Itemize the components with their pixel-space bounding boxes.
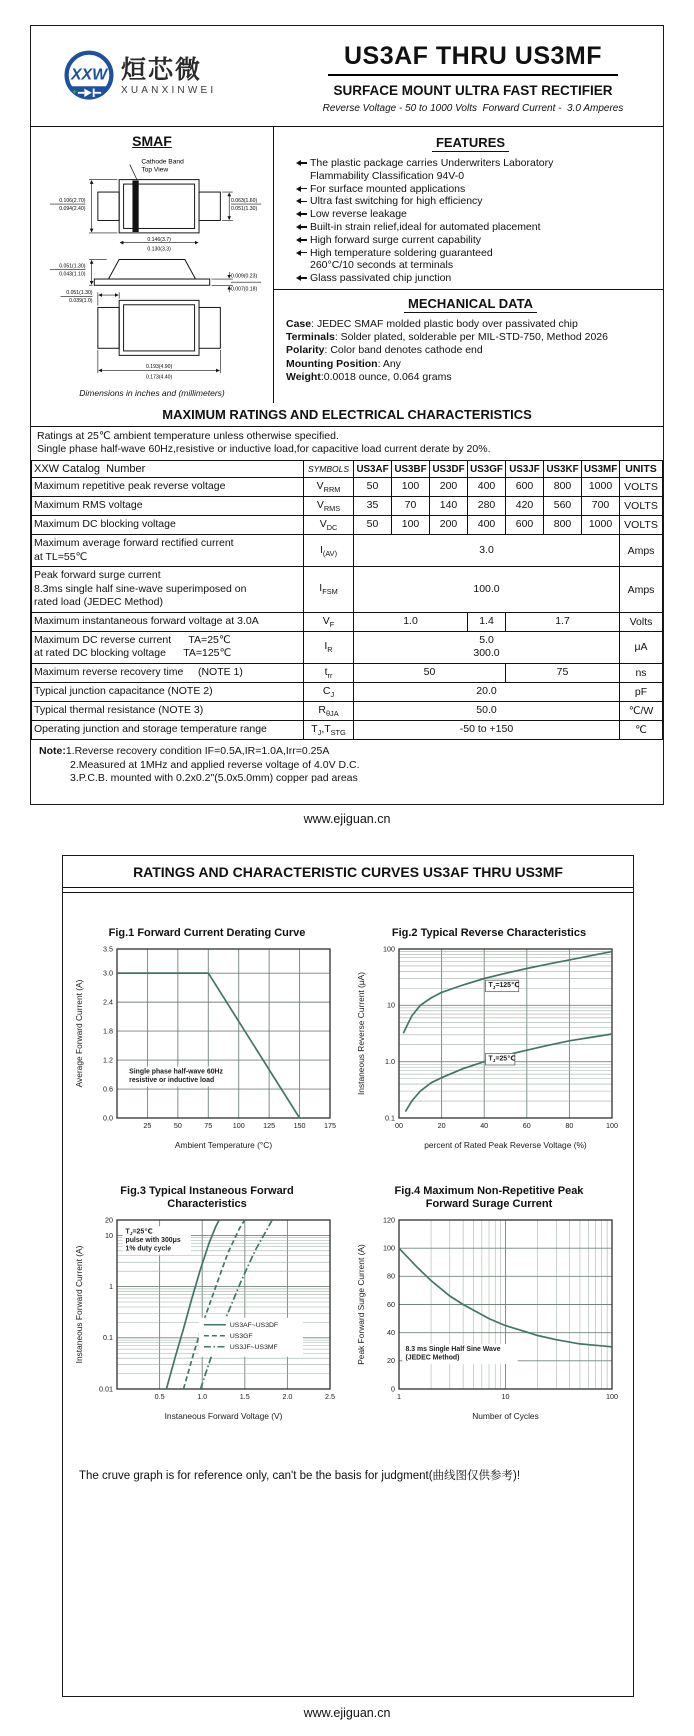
mechanical-data-item: Terminals: Solder plated, solderable per MIL-STD-750, Method 2026 bbox=[286, 331, 608, 344]
ratings-conditions bbox=[31, 427, 663, 459]
svg-text:2.4: 2.4 bbox=[103, 997, 113, 1007]
value-cell: 70 bbox=[392, 497, 430, 516]
value-cell: 75 bbox=[506, 663, 620, 682]
features-section bbox=[274, 127, 663, 290]
svg-text:100: 100 bbox=[606, 1392, 618, 1401]
svg-text:1.8: 1.8 bbox=[103, 1026, 113, 1036]
unit-cell: Volts bbox=[620, 612, 663, 631]
svg-text:3.0: 3.0 bbox=[103, 968, 113, 978]
dim-g-top: 0.193(4.90) bbox=[145, 363, 173, 370]
chart-canvas bbox=[71, 942, 343, 1154]
table-row bbox=[32, 612, 663, 631]
svg-text:100: 100 bbox=[606, 1121, 618, 1130]
mechanical-data-title: MECHANICAL DATA bbox=[404, 296, 537, 313]
value-cell: 420 bbox=[506, 497, 544, 516]
condition-line: Single phase half-wave 60Hz,resistive or inductive load,for capacitive load current derate by 20%. bbox=[37, 443, 491, 455]
svg-text:50: 50 bbox=[173, 1121, 182, 1130]
symbol-cell: $V_{RMS}$ bbox=[304, 497, 354, 516]
dim-b-top: 0.063(1.60) bbox=[230, 197, 258, 204]
value-cell: 800 bbox=[544, 516, 582, 535]
svg-text:80: 80 bbox=[387, 1271, 395, 1281]
svg-text:20: 20 bbox=[437, 1121, 446, 1130]
dim-c-bottom: 0.130(3.3) bbox=[147, 246, 171, 253]
svg-text:US3GF: US3GF bbox=[229, 1333, 253, 1341]
dim-d-bottom: 0.043(1.10) bbox=[59, 271, 86, 278]
arrow-bullet-icon bbox=[296, 250, 307, 257]
svg-text:0: 0 bbox=[391, 1384, 395, 1394]
table-row bbox=[32, 721, 663, 740]
svg-text:20: 20 bbox=[387, 1356, 395, 1366]
parameter-label: Maximum DC reverse current TA=25℃ at rated DC blocking voltage TA=125℃ bbox=[32, 631, 304, 663]
dimensions-caption: Dimensions in inches and (millimeters) bbox=[79, 388, 225, 398]
svg-text:00: 00 bbox=[395, 1121, 403, 1130]
feature-item: Glass passivated chip junction bbox=[296, 272, 655, 285]
mechanical-data-section bbox=[274, 290, 663, 403]
features-title: FEATURES bbox=[432, 135, 509, 152]
mechanical-data-item: Polarity: Color band denotes cathode end bbox=[286, 344, 483, 357]
svg-text:8.3 ms Single Half Sine Wave: 8.3 ms Single Half Sine Wave bbox=[405, 1345, 501, 1353]
svg-text:125: 125 bbox=[263, 1121, 276, 1130]
value-cell: 1000 bbox=[582, 478, 620, 497]
units-header: UNITS bbox=[620, 461, 663, 478]
svg-text:Instaneous Forward Voltage (V): Instaneous Forward Voltage (V) bbox=[164, 1411, 283, 1421]
svg-text:Peak Forward Surge Current (A): Peak Forward Surge Current (A) bbox=[356, 1244, 366, 1365]
svg-text:60: 60 bbox=[387, 1299, 395, 1309]
symbol-cell: $C_J$ bbox=[304, 682, 354, 701]
brand-name-cn: 烜芯微 bbox=[121, 55, 203, 84]
dim-c-top: 0.146(3.7) bbox=[147, 236, 171, 243]
dim-g-bottom: 0.173(4.40) bbox=[145, 374, 173, 381]
mechanical-data-item: Case: JEDEC SMAF molded plastic body over passivated chip bbox=[286, 317, 578, 330]
cathode-band-label: Cathode Band bbox=[141, 158, 184, 166]
series-US3JF~US3MF bbox=[201, 1220, 273, 1389]
sparkle-icon: ✦ bbox=[71, 87, 78, 97]
value-cell: 400 bbox=[468, 478, 506, 497]
mechanical-data-item: Mounting Position: Any bbox=[286, 357, 401, 370]
curves-banner: RATINGS AND CHARACTERISTIC CURVES US3AF THRU US3MF bbox=[63, 856, 633, 888]
symbol-cell: $V_F$ bbox=[304, 612, 354, 631]
svg-text:80: 80 bbox=[565, 1121, 574, 1130]
value-cell: 280 bbox=[468, 497, 506, 516]
table-row bbox=[32, 702, 663, 721]
parameter-label: Maximum RMS voltage bbox=[32, 497, 304, 516]
cathode-band bbox=[132, 181, 138, 232]
value-cell: 1.0 bbox=[354, 612, 468, 631]
parameter-label: Operating junction and storage temperature range bbox=[32, 721, 304, 740]
part-header: US3AF bbox=[354, 461, 392, 478]
svg-text:20: 20 bbox=[105, 1215, 113, 1225]
unit-cell: pF bbox=[620, 682, 663, 701]
svg-text:10: 10 bbox=[105, 1230, 113, 1240]
page-subtitle: SURFACE MOUNT ULTRA FAST RECTIFIER bbox=[333, 83, 613, 98]
chart-canvas bbox=[353, 1213, 625, 1425]
note-line: 3.P.C.B. mounted with 0.2x0.2"(5.0x5.0mm) copper pad areas bbox=[70, 772, 358, 785]
svg-text:US3AF~US3DF: US3AF~US3DF bbox=[229, 1322, 279, 1330]
package-outline-drawing bbox=[41, 153, 263, 382]
svg-text:TJ=25℃: $T_J=25℃$ bbox=[125, 1228, 153, 1237]
package-name: SMAF bbox=[132, 133, 172, 149]
value-cell: 200 bbox=[430, 516, 468, 535]
table-header-row bbox=[32, 461, 663, 478]
dim-e-bottom: 0.007(0.18) bbox=[230, 286, 258, 293]
svg-text:1: 1 bbox=[397, 1392, 401, 1401]
dim-b-bottom: 0.051(1.30) bbox=[230, 205, 258, 212]
symbol-cell: $V_{DC}$ bbox=[304, 516, 354, 535]
dim-d-top: 0.051(1.30) bbox=[59, 263, 86, 270]
svg-text:Instaneous Reverse Current (μA: Instaneous Reverse Current (μA) bbox=[356, 971, 366, 1096]
footer-url: www.ejiguan.cn bbox=[303, 812, 391, 826]
feature-item: Ultra fast switching for high efficiency bbox=[296, 195, 655, 208]
symbol-cell: $R_{\theta JA}$ bbox=[304, 702, 354, 721]
svg-text:100: 100 bbox=[383, 944, 395, 954]
logo-icon bbox=[61, 48, 117, 104]
notes-section bbox=[31, 740, 663, 791]
parameter-label: Peak forward surge current 8.3ms single half sine-wave superimposed on rated load (JEDEC Method) bbox=[32, 567, 304, 613]
table-row bbox=[32, 663, 663, 682]
ratings-table bbox=[31, 460, 663, 740]
svg-text:100: 100 bbox=[383, 1243, 395, 1253]
dim-e-top: 0.009(0.23) bbox=[230, 273, 258, 280]
feature-item: The plastic package carries Underwriters Laboratory Flammability Classification 94V-0 bbox=[296, 157, 655, 183]
unit-cell: ℃/W bbox=[620, 702, 663, 721]
unit-cell: ℃ bbox=[620, 721, 663, 740]
value-cell: 600 bbox=[506, 516, 544, 535]
value-cell: 400 bbox=[468, 516, 506, 535]
unit-cell: VOLTS bbox=[620, 497, 663, 516]
part-header: US3KF bbox=[544, 461, 582, 478]
svg-text:100: 100 bbox=[232, 1121, 245, 1130]
symbol-cell: $T_J,T_{STG}$ bbox=[304, 721, 354, 740]
svg-text:percent of Rated Peak Reverse: percent of Rated Peak Reverse Voltage (%) bbox=[424, 1140, 587, 1150]
value-cell: 3.0 bbox=[354, 535, 620, 567]
value-cell: 5.0 300.0 bbox=[354, 631, 620, 663]
feature-item: Built-in strain relief,ideal for automated placement bbox=[296, 221, 655, 234]
reference-disclaimer: The cruve graph is for reference only, can't be the basis for judgment(曲线图仅供参考)! bbox=[79, 1470, 521, 1482]
mechanical-data-lines bbox=[286, 318, 655, 384]
fig4-peak-forward-surge-current-chart bbox=[349, 1184, 629, 1425]
svg-text:1.2: 1.2 bbox=[103, 1055, 113, 1065]
svg-text:TJ=125℃: $T_J=125℃$ bbox=[488, 982, 520, 991]
svg-text:0.5: 0.5 bbox=[154, 1392, 165, 1401]
ratings-rows bbox=[32, 478, 663, 740]
table-row bbox=[32, 516, 663, 535]
value-cell: 560 bbox=[544, 497, 582, 516]
unit-cell: ns bbox=[620, 663, 663, 682]
value-cell: 50 bbox=[354, 516, 392, 535]
svg-text:3.5: 3.5 bbox=[103, 944, 113, 954]
svg-text:75: 75 bbox=[204, 1121, 213, 1130]
table-row bbox=[32, 631, 663, 663]
condition-line: Ratings at 25℃ ambient temperature unless otherwise specified. bbox=[37, 430, 339, 442]
symbol-cell: $I_{(AV)}$ bbox=[304, 535, 354, 567]
svg-text:40: 40 bbox=[387, 1328, 395, 1338]
feature-item: High temperature soldering guaranteed 260°C/10 seconds at terminals bbox=[296, 247, 655, 273]
value-cell: 1000 bbox=[582, 516, 620, 535]
parameter-label: Maximum instantaneous forward voltage at 3.0A bbox=[32, 612, 304, 631]
svg-text:2.5: 2.5 bbox=[325, 1392, 335, 1401]
unit-cell: VOLTS bbox=[620, 516, 663, 535]
mechanical-data-item: Weight:0.0018 ounce, 0.064 grams bbox=[286, 370, 452, 383]
svg-text:10: 10 bbox=[387, 1000, 395, 1010]
svg-text:25: 25 bbox=[143, 1121, 152, 1130]
value-cell: -50 to +150 bbox=[354, 721, 620, 740]
svg-text:40: 40 bbox=[480, 1121, 489, 1130]
chart-title: Fig.1 Forward Current Derating Curve bbox=[108, 927, 306, 939]
parameter-label: Typical thermal resistance (NOTE 3) bbox=[32, 702, 304, 721]
note-line: Note:1.Reverse recovery condition IF=0.5A,IR=1.0A,Irr=0.25A bbox=[39, 745, 330, 758]
arrow-bullet-icon bbox=[296, 198, 307, 205]
svg-text:1% duty cycle: 1% duty cycle bbox=[125, 1245, 172, 1253]
svg-text:0.01: 0.01 bbox=[99, 1384, 113, 1394]
note-line: 2.Measured at 1MHz and applied reverse voltage of 4.0V D.C. bbox=[70, 758, 360, 771]
svg-text:TJ=25℃: $T_J=25℃$ bbox=[488, 1055, 516, 1065]
svg-text:150: 150 bbox=[293, 1121, 306, 1130]
svg-text:1: 1 bbox=[109, 1282, 113, 1292]
series-T_J_=125℃ bbox=[403, 952, 612, 1034]
value-cell: 700 bbox=[582, 497, 620, 516]
page-title: US3AF THRU US3MF bbox=[328, 42, 618, 76]
symbols-header: SYMBOLS bbox=[304, 461, 354, 478]
unit-cell: Amps bbox=[620, 535, 663, 567]
parameter-label: Maximum DC blocking voltage bbox=[32, 516, 304, 535]
unit-cell: Amps bbox=[620, 567, 663, 613]
value-cell: 800 bbox=[544, 478, 582, 497]
svg-text:Instaneous Forward Current (A): Instaneous Forward Current (A) bbox=[74, 1245, 84, 1364]
table-row bbox=[32, 567, 663, 613]
features-list bbox=[286, 157, 655, 285]
table-row bbox=[32, 535, 663, 567]
value-cell: 200 bbox=[430, 478, 468, 497]
part-header: US3GF bbox=[468, 461, 506, 478]
svg-text:US3JF~US3MF: US3JF~US3MF bbox=[229, 1344, 278, 1352]
page-2 bbox=[62, 855, 634, 1697]
svg-text:1.5: 1.5 bbox=[239, 1392, 250, 1401]
arrow-bullet-icon bbox=[296, 275, 307, 282]
svg-text:XXW: XXW bbox=[70, 66, 108, 84]
unit-cell: VOLTS bbox=[620, 478, 663, 497]
value-cell: 140 bbox=[430, 497, 468, 516]
value-cell: 50 bbox=[354, 478, 392, 497]
unit-cell: μA bbox=[620, 631, 663, 663]
fig1-forward-current-derating-chart bbox=[67, 913, 347, 1154]
symbol-cell: $V_{RRM}$ bbox=[304, 478, 354, 497]
brand-name-en: XUANXINWEI bbox=[121, 84, 217, 96]
svg-text:pulse with 300μs: pulse with 300μs bbox=[125, 1236, 181, 1244]
part-header: US3JF bbox=[506, 461, 544, 478]
rating-tagline: Reverse Voltage - 50 to 1000 Volts Forward Current - 3.0 Amperes bbox=[322, 103, 624, 114]
symbol-cell: $I_R$ bbox=[304, 631, 354, 663]
fig2-typical-reverse-characteristics-chart bbox=[349, 913, 629, 1154]
value-cell: 1.4 bbox=[468, 612, 506, 631]
svg-text:60: 60 bbox=[522, 1121, 531, 1130]
feature-item: High forward surge current capability bbox=[296, 234, 655, 247]
fig3-instaneous-forward-characteristics-chart bbox=[67, 1184, 347, 1425]
part-header: US3MF bbox=[582, 461, 620, 478]
arrow-bullet-icon bbox=[296, 237, 307, 244]
value-cell: 35 bbox=[354, 497, 392, 516]
part-header: US3BF bbox=[392, 461, 430, 478]
svg-text:(JEDEC Method): (JEDEC Method) bbox=[405, 1354, 460, 1362]
svg-text:1.0: 1.0 bbox=[197, 1392, 208, 1401]
svg-text:Ambient Temperature (°C): Ambient Temperature (°C) bbox=[174, 1140, 273, 1150]
value-cell: 1.7 bbox=[506, 612, 620, 631]
table-row bbox=[32, 497, 663, 516]
symbol-cell: $I_{FSM}$ bbox=[304, 567, 354, 613]
series-T_J_=25℃ bbox=[405, 1034, 612, 1112]
part-header: US3DF bbox=[430, 461, 468, 478]
svg-text:resistive or inductive load: resistive or inductive load bbox=[129, 1077, 215, 1085]
parameter-label: Maximum average forward rectified current at TL=55℃ bbox=[32, 535, 304, 567]
svg-text:0.1: 0.1 bbox=[103, 1333, 113, 1343]
value-cell: 100 bbox=[392, 478, 430, 497]
arrow-bullet-icon bbox=[296, 224, 307, 231]
svg-text:2.0: 2.0 bbox=[282, 1392, 293, 1401]
dim-a-top: 0.106(2.70) bbox=[59, 197, 86, 204]
dim-f-top: 0.051(1.30) bbox=[66, 290, 93, 297]
value-cell: 600 bbox=[506, 478, 544, 497]
svg-text:1.0: 1.0 bbox=[385, 1057, 395, 1067]
svg-text:Average Forward Current (A): Average Forward Current (A) bbox=[74, 979, 84, 1088]
svg-text:0.0: 0.0 bbox=[103, 1113, 113, 1123]
svg-text:Single phase half-wave 60Hz: Single phase half-wave 60Hz bbox=[129, 1068, 223, 1076]
svg-text:175: 175 bbox=[324, 1121, 336, 1130]
arrow-bullet-icon bbox=[296, 186, 307, 193]
package-drawing-panel bbox=[31, 127, 274, 403]
catalog-header: XXW Catalog Number bbox=[32, 461, 304, 478]
value-cell: 100 bbox=[392, 516, 430, 535]
chart-title: Fig.2 Typical Reverse Characteristics bbox=[391, 927, 587, 939]
page-1 bbox=[30, 25, 664, 805]
dim-a-bottom: 0.094(2.40) bbox=[59, 205, 86, 212]
arrow-bullet-icon bbox=[296, 211, 307, 218]
svg-text:Number of Cycles: Number of Cycles bbox=[472, 1411, 539, 1421]
series-US3GF bbox=[184, 1220, 245, 1389]
value-cell: 50.0 bbox=[354, 702, 620, 721]
ratings-banner: MAXIMUM RATINGS AND ELECTRICAL CHARACTERISTICS bbox=[31, 403, 663, 427]
value-cell: 20.0 bbox=[354, 682, 620, 701]
feature-item: Low reverse leakage bbox=[296, 208, 655, 221]
chart-canvas bbox=[353, 942, 625, 1154]
table-row bbox=[32, 682, 663, 701]
top-view-label: Top View bbox=[141, 166, 169, 174]
svg-text:10: 10 bbox=[501, 1392, 510, 1401]
value-cell: 100.0 bbox=[354, 567, 620, 613]
symbol-cell: $t_{rr}$ bbox=[304, 663, 354, 682]
parameter-label: Typical junction capacitance (NOTE 2) bbox=[32, 682, 304, 701]
chart-title: Fig.4 Maximum Non-Repetitive Peak Forward Surage Current bbox=[394, 1185, 584, 1210]
parameter-label: Maximum reverse recovery time (NOTE 1) bbox=[32, 663, 304, 682]
arrow-bullet-icon bbox=[296, 160, 307, 167]
feature-item: For surface mounted applications bbox=[296, 183, 655, 196]
brand-logo bbox=[31, 26, 283, 126]
header bbox=[31, 26, 663, 127]
parameter-label: Maximum repetitive peak reverse voltage bbox=[32, 478, 304, 497]
svg-text:120: 120 bbox=[383, 1215, 395, 1225]
dim-f-bottom: 0.039(1.0) bbox=[69, 298, 93, 305]
svg-text:0.1: 0.1 bbox=[385, 1113, 395, 1123]
svg-text:0.6: 0.6 bbox=[103, 1084, 113, 1094]
table-row bbox=[32, 478, 663, 497]
footer-url: www.ejiguan.cn bbox=[303, 1706, 391, 1720]
value-cell: 50 bbox=[354, 663, 506, 682]
chart-title: Fig.3 Typical Instaneous Forward Characteristics bbox=[120, 1185, 294, 1210]
chart-canvas bbox=[71, 1213, 343, 1425]
